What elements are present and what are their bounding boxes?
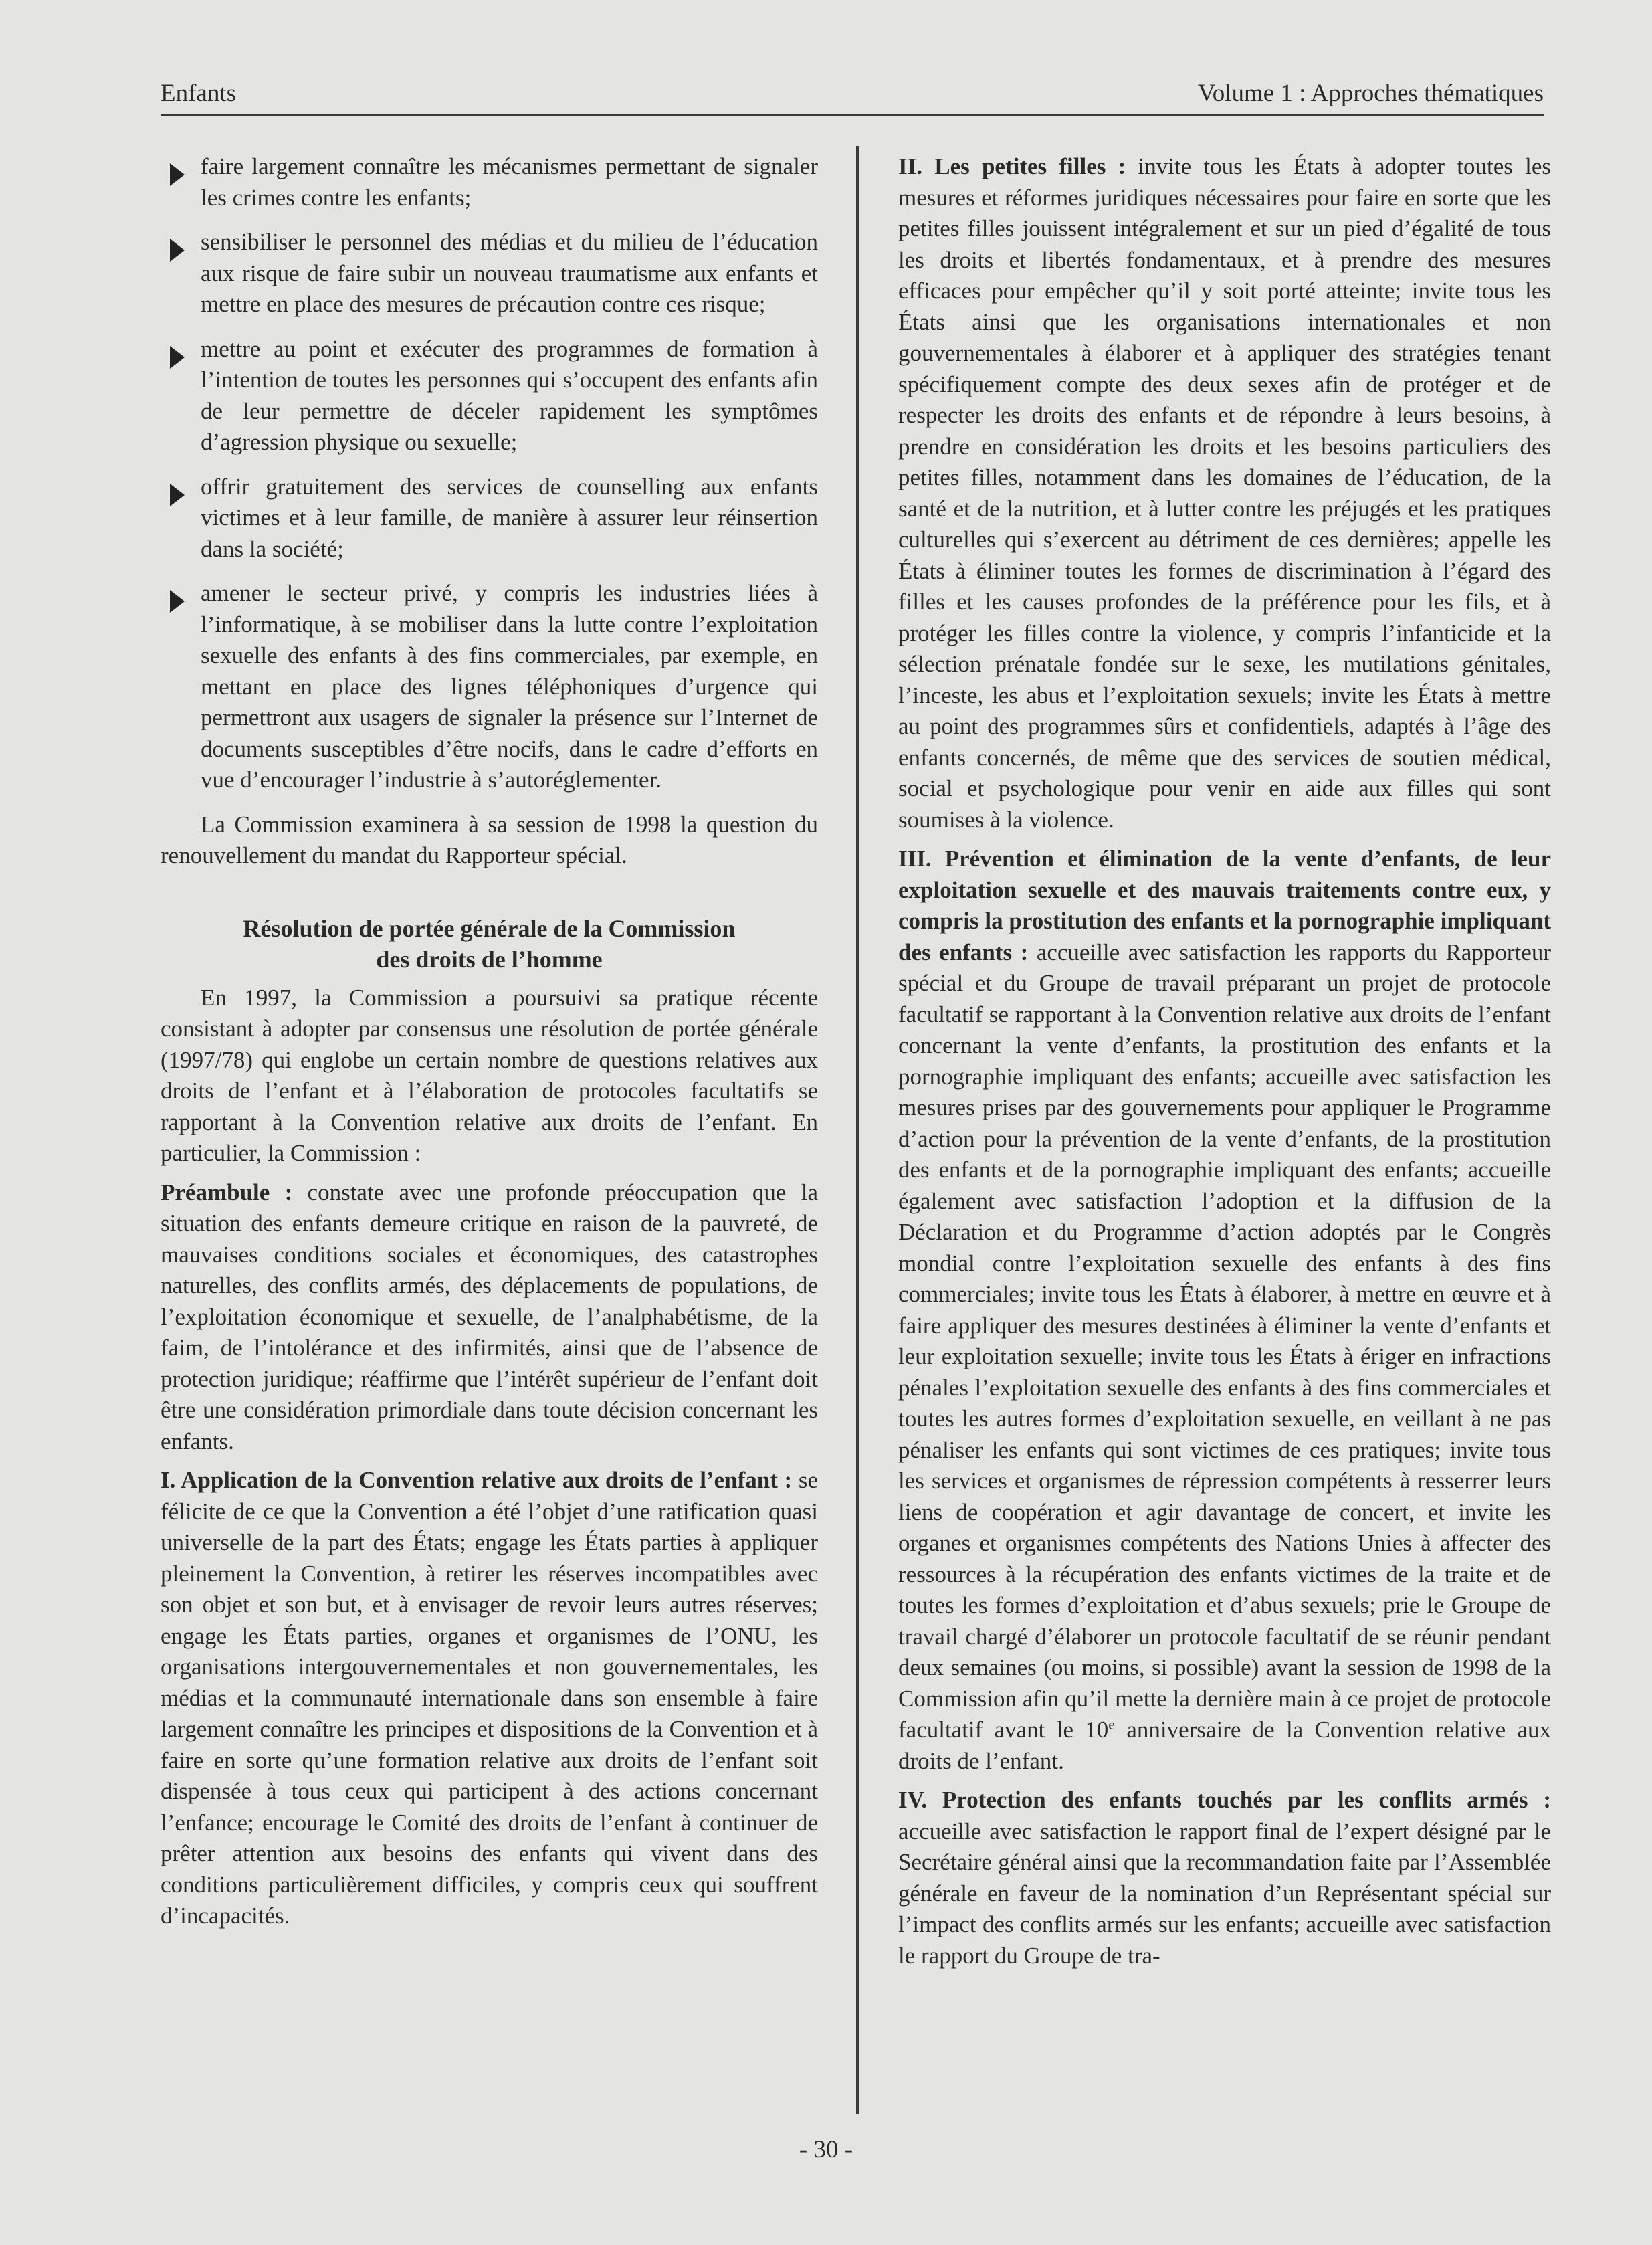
bullet-item: amener le secteur privé, y compris les industries liées à l’informatique, à se mobiliser dans la lutte contre l’exploitation sexuelle des enfants à des fins commerciales, par exemple, en mettant en place des lignes téléphoniques d’urgence qui permettront aux usagers de signaler la présence sur l’Internet de documents susceptibles d’être nocifs, dans le cadre d’efforts en vue d’encourager l’industrie à s’autoréglementer. — [161, 578, 818, 796]
page-number: - 30 - — [799, 2136, 853, 2163]
bullet-item: mettre au point et exécuter des programmes de formation à l’intention de toutes les personnes qui s’occupent des enfants afin de leur permettre de déceler rapidement les symptômes d’agression physique ou sexuelle; — [161, 334, 818, 458]
header-section-title: Enfants — [161, 80, 237, 107]
header-volume-title: Volume 1 : Approches thématiques — [1197, 80, 1544, 107]
triangle-bullet-icon — [170, 484, 185, 506]
closing-paragraph: La Commission examinera à sa session de 1998 la question du renouvellement du mandat du Rapporteur spécial. — [161, 811, 818, 868]
intro-paragraph: En 1997, la Commission a poursuivi sa pratique récente consistant à adopter par consensus une résolution de portée générale (1997/78) qui englobe un certain nombre de questions relatives aux droits de l’enfant et à l’élaboration de protocoles facultatifs se rapportant à la Convention relative aux droits de l’enfant. En particulier, la Commission : — [161, 984, 818, 1166]
triangle-bullet-icon — [170, 239, 185, 262]
resolution-section-title: Résolution de portée générale de la Commission des droits de l’homme — [243, 914, 736, 973]
right-column — [898, 151, 1551, 1979]
section-2-label: II. Les petites filles : — [898, 153, 1126, 179]
bullet-item: faire largement connaître les mécanismes permettant de signaler les crimes contre les enfants; — [161, 151, 818, 213]
header-rule — [161, 114, 1544, 116]
bullet-item: sensibiliser le personnel des médias et du milieu de l’éducation aux risque de faire subir un nouveau traumatisme aux enfants et mettre en place des mesures de précaution contre ces risque; — [161, 227, 818, 320]
column-divider — [856, 146, 859, 2114]
section-1-label: I. Application de la Convention relative aux droits de l’enfant : — [161, 1467, 793, 1493]
triangle-bullet-icon — [170, 163, 185, 186]
bullet-list — [161, 151, 818, 796]
triangle-bullet-icon — [170, 346, 185, 369]
bullet-item: offrir gratuitement des services de counselling aux enfants victimes et à leur famille, de manière à assurer leur réinsertion dans la société; — [161, 472, 818, 565]
section-4-paragraph: IV. Protection des enfants touchés par les conflits armés : accueille avec satisfaction le rapport final de l’expert désigné par le Secrétaire général ainsi que la recommandation faite par l’Assemblée générale en faveur de la nomination d’un Représentant spécial sur l’impact des conflits armés sur les enfants; accueille avec satisfaction le rapport du Groupe de tra- — [898, 1787, 1551, 1969]
superscript: e — [1108, 1716, 1116, 1733]
section-3-paragraph: III. Prévention et élimination de la vente d’enfants, de leur exploitation sexuelle et des mauvais traitements contre eux, y compris la prostitution des enfants et la pornographie impliquant des enfants : accueille avec satisfaction les rapports du Rapporteur spécial et du Groupe de travail préparant un projet de protocole facultatif se rapportant à la Convention relative aux droits de l’enfant concernant la vente d’enfants, la prostitution des enfants et la pornographie impliquant des enfants; accueille avec satisfaction les mesures prises par des gouvernements pour appliquer le Programme d’action pour la prévention de la vente d’enfants, de la prostitution des enfants et de la pornographie impliquant des enfants; accueille également avec satisfaction l’adoption et la diffusion de la Déclaration et du Programme d’action adoptés par le Congrès mondial contre l’exploitation sexuelle des enfants à des fins commerciales; invite tous les États à élaborer, à mettre en œuvre et à faire appliquer des mesures destinées à éliminer la vente d’enfants et leur exploitation sexuelle; invite tous les États à ériger en infractions pénales l’exploitation sexuelle des enfants à des fins commerciales et toutes les autres formes d’exploitation sexuelle, en veillant à ne pas pénaliser les enfants qui sont victimes de ces pratiques; invite tous les services et organismes de répression compétents à resserrer leurs liens de coopération et agir davantage de concert, et invite les organes et organismes compétents des Nations Unies à affecter des ressources à la récupération des enfants victimes de la traite et de toutes les formes d’exploitation et d’abus sexuels; prie le Groupe de travail chargé d’élaborer un protocole facultatif de se réunir pendant deux semaines (ou moins, si possible) avant la session de 1998 de la Commission afin qu’il mette la dernière main à ce projet de protocole facultatif avant le 10e anniversaire de la Convention relative aux droits de l’enfant. — [898, 846, 1551, 1774]
section-1-paragraph: I. Application de la Convention relative aux droits de l’enfant : se félicite de ce que la Convention a été l’objet d’une ratification quasi universelle de la part des États; engage les États parties à appliquer pleinement la Convention, à retirer les réserves incompatibles avec son objet et son but, et à envisager de revoir leurs autres réserves; engage les États parties, organes et organismes de l’ONU, les organisations intergouvernementales et non gouvernementales, les médias et la communauté internationale dans son ensemble à faire largement connaître les principes et dispositions de la Convention et à faire en sorte qu’une formation relative aux droits de l’enfant soit dispensée à tous ceux qui participent à des actions concernant l’enfance; encourage le Comité des droits de l’enfant à continuer de prêter attention aux besoins des enfants qui vivent dans des conditions particulièrement difficiles, y compris ceux qui souffrent d’incapacités. — [161, 1467, 818, 1929]
section-3-label: III. Prévention et élimination de la vente d’enfants, de leur exploitation sexuelle et des mauvais traitements contre eux, y compris la prostitution des enfants et la pornographie impliquant des enfants : — [898, 846, 1551, 965]
running-header — [161, 75, 1544, 118]
section-4-label: IV. Protection des enfants touchés par les conflits armés : — [898, 1787, 1551, 1813]
section-2-paragraph: II. Les petites filles : invite tous les États à adopter toutes les mesures et réformes juridiques nécessaires pour faire en sorte que les petites filles jouissent intégralement et sur un pied d’égalité de tous les droits et libertés fondamentaux, et à prendre des mesures efficaces pour empêcher qu’il y soit porté atteinte; invite tous les États ainsi que les organisations internationales et non gouvernementales à élaborer et à appliquer des stratégies tenant spécifiquement compte des deux sexes afin de protéger et de respecter les droits des enfants et de répondre à leurs besoins, à prendre en considération les droits et les besoins particuliers des petites filles, notamment dans les domaines de l’éducation, de la santé et de la nutrition, et à lutter contre les préjugés et les pratiques culturelles qui s’exercent au détriment de ces dernières; appelle les États à éliminer toutes les formes de discrimination à l’égard des filles et les causes profondes de la préférence pour les fils, et à protéger les filles contre la violence, y compris l’infanticide et la sélection prénatale fondée sur le sexe, les mutilations génitales, l’inceste, les abus et l’exploitation sexuels; invite les États à mettre au point des programmes sûrs et confidentiels, adaptés à l’âge des enfants concernés, de même que des services de soutien médical, social et psychologique pour venir en aide aux filles qui sont soumises à la violence. — [898, 153, 1551, 833]
left-column — [161, 151, 818, 1940]
preamble-label: Préambule : — [161, 1179, 293, 1205]
preamble-paragraph: Préambule : constate avec une profonde préoccupation que la situation des enfants demeure critique en raison de la pauvreté, de mauvaises conditions sociales et économiques, des catastrophes naturelles, des conflits armés, des déplacements de populations, de l’exploitation économique et sexuelle, de l’analphabétisme, de la faim, de l’intolérance et des infirmités, ainsi que de l’absence de protection juridique; réaffirme que l’intérêt supérieur de l’enfant doit être une considération primordiale dans toute décision concernant les enfants. — [161, 1179, 818, 1454]
triangle-bullet-icon — [170, 590, 185, 613]
